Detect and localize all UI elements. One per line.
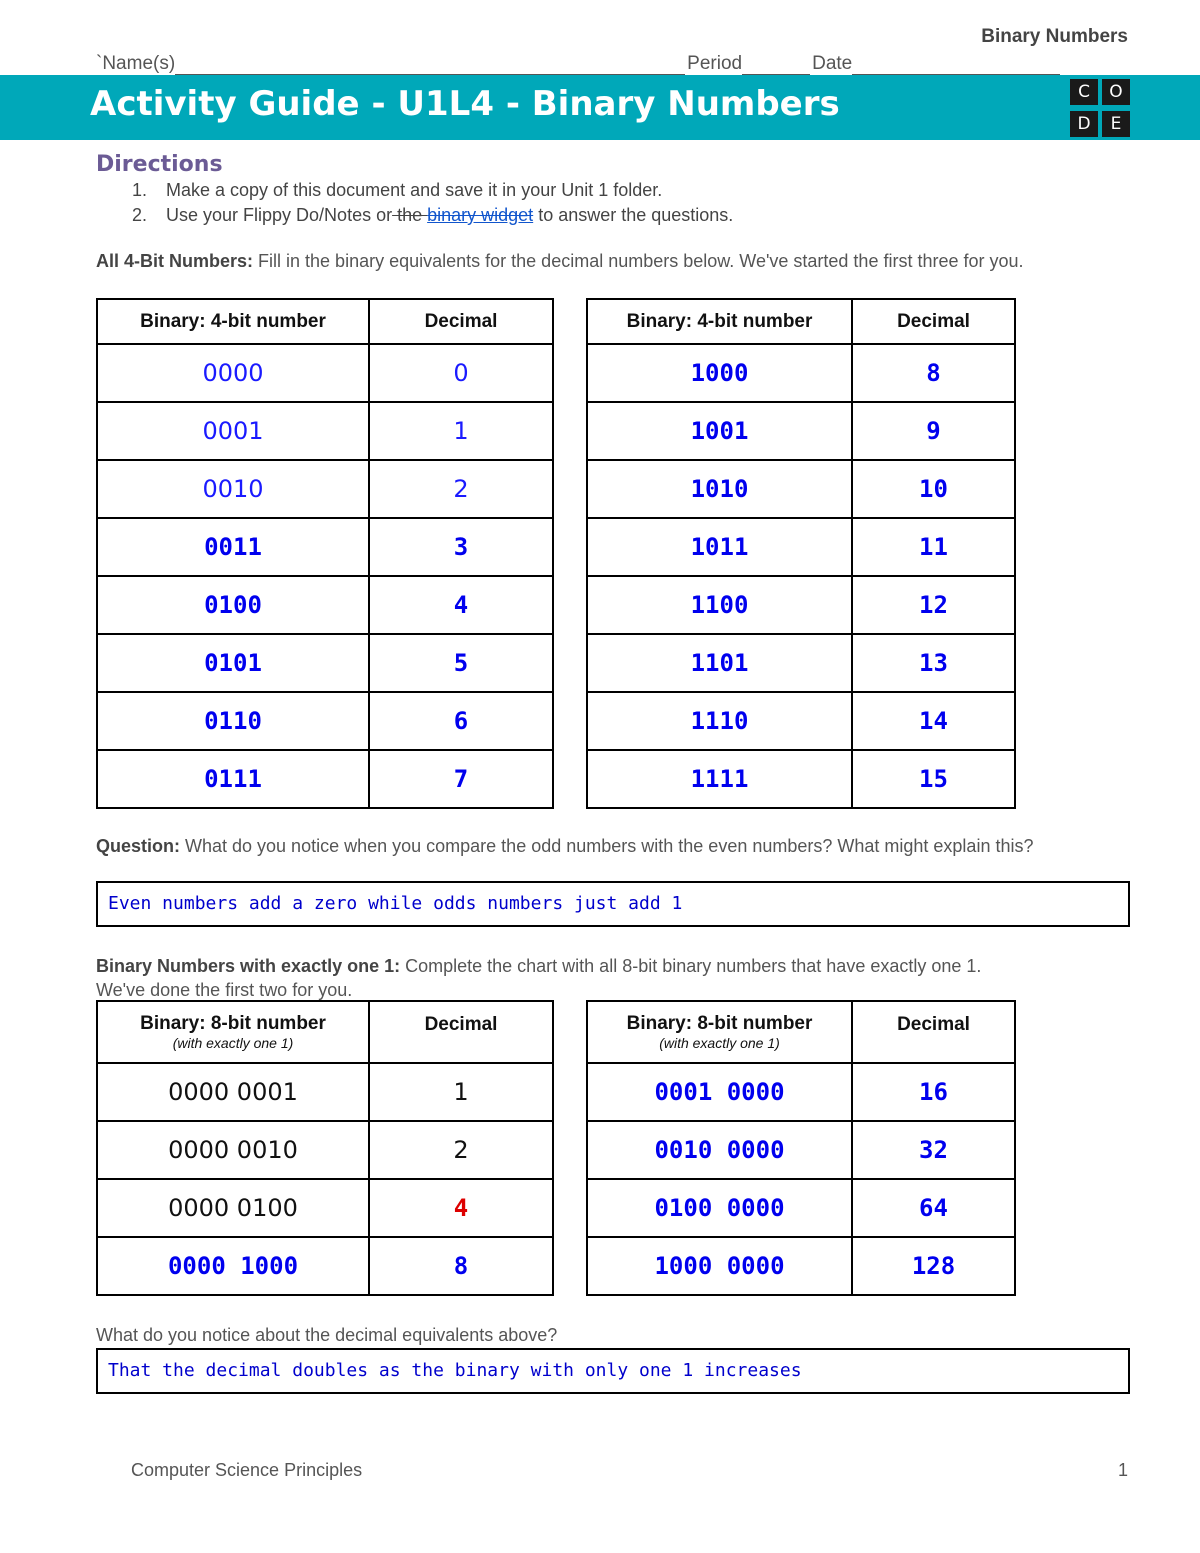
name-field[interactable] — [175, 52, 685, 75]
logo-letter: E — [1102, 111, 1130, 137]
section1-instructions — [96, 251, 1024, 272]
column-subheader: (with exactly one 1) — [172, 1035, 294, 1051]
name-label: `Name(s) — [96, 53, 176, 74]
column-header: Binary: 4-bit number — [97, 299, 369, 344]
binary-cell[interactable]: 0010 — [97, 460, 369, 518]
section2-label: Binary Numbers with exactly one 1: — [96, 956, 401, 976]
binary-cell[interactable]: 0010 0000 — [587, 1121, 852, 1179]
table-4bit-right — [586, 298, 1016, 809]
decimal-cell[interactable]: 14 — [852, 692, 1015, 750]
binary-cell[interactable]: 0000 1000 — [97, 1237, 369, 1295]
table-row — [587, 402, 1015, 460]
decimal-cell[interactable]: 15 — [852, 750, 1015, 808]
decimal-cell[interactable]: 8 — [852, 344, 1015, 402]
page-number: 1 — [1117, 1460, 1128, 1480]
table-8bit-left — [96, 1000, 554, 1296]
decimal-cell[interactable]: 4 — [369, 1179, 553, 1237]
list-number: 1. — [132, 180, 148, 200]
decimal-cell[interactable]: 16 — [852, 1063, 1015, 1121]
table-4bit-left — [96, 298, 554, 809]
binary-cell[interactable]: 0100 0000 — [587, 1179, 852, 1237]
table-row — [97, 518, 553, 576]
period-label: Period — [687, 53, 743, 74]
list-text: to answer the questions. — [533, 205, 734, 225]
decimal-cell[interactable]: 11 — [852, 518, 1015, 576]
table-row — [97, 634, 553, 692]
column-header-text: Binary: 8-bit number — [626, 1013, 813, 1034]
table-8bit-right — [586, 1000, 1016, 1296]
table-row — [97, 1179, 553, 1237]
question-label: Question: — [96, 836, 180, 856]
table-row — [97, 692, 553, 750]
struck-text: the — [392, 205, 428, 225]
binary-cell[interactable]: 0011 — [97, 518, 369, 576]
column-header: Decimal — [852, 299, 1015, 344]
table-row — [587, 1237, 1015, 1295]
table-row — [587, 692, 1015, 750]
column-header-text: Binary: 8-bit number — [140, 1013, 326, 1034]
table-row — [587, 1063, 1015, 1121]
decimal-cell[interactable]: 0 — [369, 344, 553, 402]
decimal-cell[interactable]: 1 — [369, 402, 553, 460]
table-row — [587, 634, 1015, 692]
decimal-cell[interactable]: 4 — [369, 576, 553, 634]
section2-text: We've done the first two for you. — [96, 980, 353, 1000]
column-subheader: (with exactly one 1) — [659, 1035, 780, 1051]
column-header — [97, 1001, 369, 1063]
question-text: What do you notice when you compare the odd numbers with the even numbers? What might explain this? — [180, 836, 1034, 856]
decimal-cell[interactable]: 2 — [369, 460, 553, 518]
decimal-cell[interactable]: 32 — [852, 1121, 1015, 1179]
table-row — [97, 576, 553, 634]
decimal-cell[interactable]: 128 — [852, 1237, 1015, 1295]
column-header: Decimal — [369, 299, 553, 344]
column-header — [587, 1001, 852, 1063]
answer-box-1[interactable]: Even numbers add a zero while odds numbers just add 1 — [96, 881, 1130, 927]
code-logo — [1070, 79, 1132, 137]
table-row — [587, 1179, 1015, 1237]
decimal-cell[interactable]: 3 — [369, 518, 553, 576]
directions-list — [132, 178, 733, 228]
decimal-cell[interactable]: 64 — [852, 1179, 1015, 1237]
binary-cell[interactable]: 1111 — [587, 750, 852, 808]
list-item — [132, 203, 733, 228]
binary-cell[interactable]: 0101 — [97, 634, 369, 692]
binary-cell[interactable]: 1110 — [587, 692, 852, 750]
table-row — [97, 1237, 553, 1295]
footer-course: Computer Science Principles — [131, 1460, 363, 1480]
binary-cell[interactable]: 0000 — [97, 344, 369, 402]
decimal-cell[interactable]: 9 — [852, 402, 1015, 460]
binary-cell[interactable]: 0110 — [97, 692, 369, 750]
name-period-date-line — [96, 52, 1060, 75]
date-label: Date — [812, 53, 853, 74]
binary-cell[interactable]: 1001 — [587, 402, 852, 460]
binary-cell[interactable]: 0000 0100 — [97, 1179, 369, 1237]
logo-letter: O — [1102, 79, 1130, 105]
list-text: Make a copy of this document and save it in your Unit 1 folder. — [166, 180, 663, 200]
section2-text: Complete the chart with all 8-bit binary numbers that have exactly one 1. — [400, 956, 982, 976]
binary-cell[interactable]: 0000 0001 — [97, 1063, 369, 1121]
question2-text: What do you notice about the decimal equivalents above? — [96, 1325, 558, 1345]
decimal-cell[interactable]: 1 — [369, 1063, 553, 1121]
table-row — [97, 750, 553, 808]
decimal-cell[interactable]: 13 — [852, 634, 1015, 692]
table-row — [587, 460, 1015, 518]
binary-cell[interactable]: 1100 — [587, 576, 852, 634]
table-row — [587, 344, 1015, 402]
column-header: Binary: 4-bit number — [587, 299, 852, 344]
binary-cell[interactable]: 1010 — [587, 460, 852, 518]
table-row — [587, 576, 1015, 634]
decimal-cell[interactable]: 2 — [369, 1121, 553, 1179]
section1-text: Fill in the binary equivalents for the decimal numbers below. We've started the first three for you. — [253, 251, 1024, 271]
binary-cell[interactable]: 0111 — [97, 750, 369, 808]
logo-letter: C — [1070, 79, 1098, 105]
column-header: Decimal — [369, 1001, 553, 1063]
binary-cell[interactable]: 1000 0000 — [587, 1237, 852, 1295]
binary-cell[interactable]: 1011 — [587, 518, 852, 576]
binary-cell[interactable]: 0000 0010 — [97, 1121, 369, 1179]
date-field[interactable] — [852, 52, 1060, 75]
table-row — [97, 1121, 553, 1179]
table-row — [97, 460, 553, 518]
directions-heading: Directions — [96, 152, 223, 177]
list-item — [132, 178, 733, 203]
list-number: 2. — [132, 205, 148, 225]
binary-cell[interactable]: 0001 0000 — [587, 1063, 852, 1121]
decimal-cell[interactable]: 5 — [369, 634, 553, 692]
table-row — [97, 402, 553, 460]
decimal-cell[interactable]: 12 — [852, 576, 1015, 634]
column-header: Decimal — [852, 1001, 1015, 1063]
binary-cell[interactable]: 1000 — [587, 344, 852, 402]
table-row — [587, 1121, 1015, 1179]
decimal-cell[interactable]: 6 — [369, 692, 553, 750]
decimal-cell[interactable]: 10 — [852, 460, 1015, 518]
table-row — [587, 518, 1015, 576]
question1-text — [96, 836, 1033, 857]
binary-cell[interactable]: 0001 — [97, 402, 369, 460]
section1-label: All 4-Bit Numbers: — [96, 251, 254, 271]
table-row — [97, 1063, 553, 1121]
table-row — [97, 344, 553, 402]
page-title: Activity Guide - U1L4 - Binary Numbers — [90, 84, 840, 124]
header-doc-title: Binary Numbers — [981, 26, 1128, 47]
answer-box-2[interactable]: That the decimal doubles as the binary with only one 1 increases — [96, 1348, 1130, 1394]
logo-letter: D — [1070, 111, 1098, 137]
decimal-cell[interactable]: 8 — [369, 1237, 553, 1295]
list-text: Use your Flippy Do/Notes or — [166, 205, 393, 225]
period-field[interactable] — [742, 52, 810, 75]
binary-cell[interactable]: 1101 — [587, 634, 852, 692]
section2-instructions — [96, 954, 981, 1002]
decimal-cell[interactable]: 7 — [369, 750, 553, 808]
binary-cell[interactable]: 0100 — [97, 576, 369, 634]
binary-widget-link[interactable]: binary widget — [427, 205, 534, 225]
table-row — [587, 750, 1015, 808]
